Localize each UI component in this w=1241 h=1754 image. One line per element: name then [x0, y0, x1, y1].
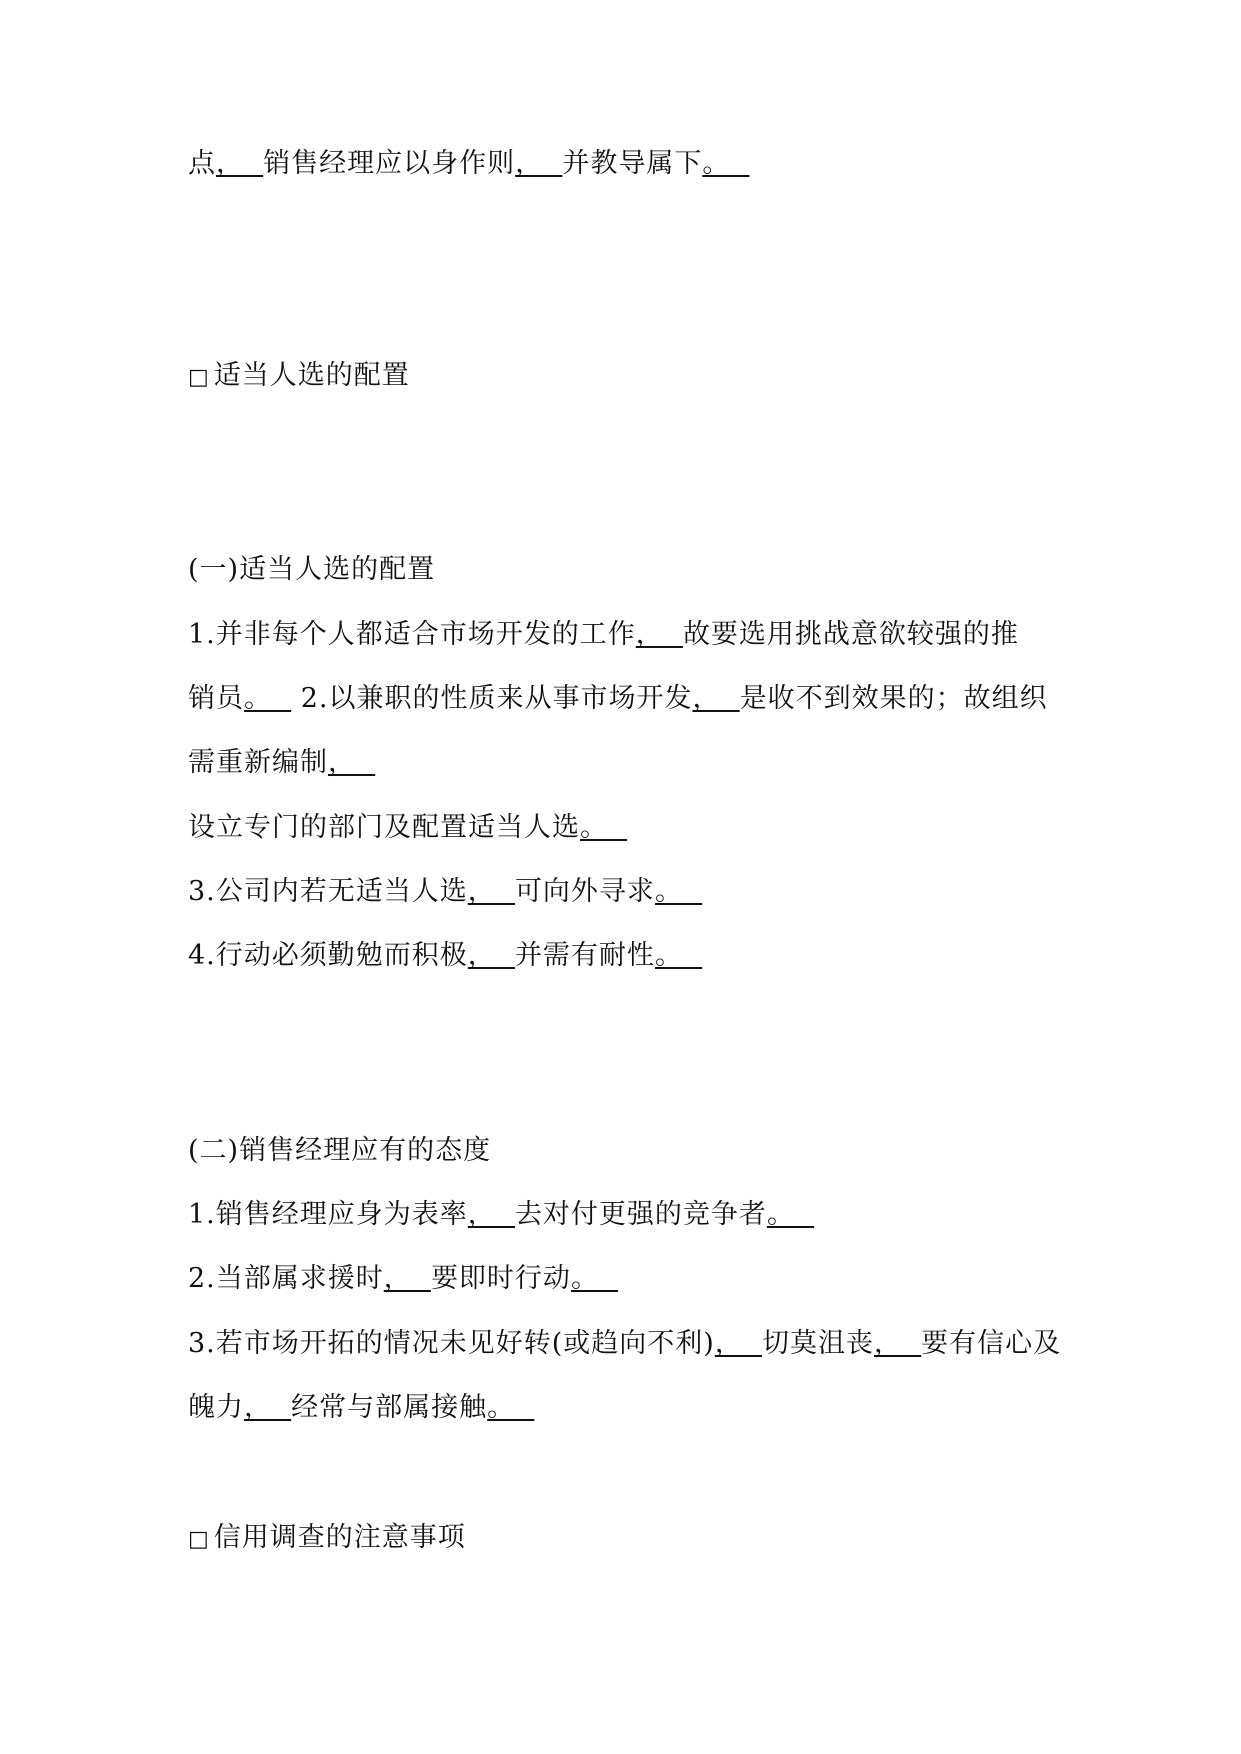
subsection-heading-1: (一)适当人选的配置	[188, 554, 436, 585]
sub1-line-6-text-2: 并需有耐性	[514, 940, 655, 971]
sub1-line-4-text-1: 设立专门的部门及配置适当人选	[188, 812, 580, 843]
checkbox-square-icon: □	[188, 365, 210, 390]
sub2-line-4-text-2: 经常与部属接触	[291, 1392, 488, 1423]
sub1-line-2-text-2: 2.以兼职的性质来从事市场开发	[291, 683, 693, 714]
sub1-line-1-text-1: 1.并非每个人都适合市场开发的工作	[188, 619, 636, 650]
sub1-line-2	[188, 681, 1048, 717]
sub2-line-3-text-1: 3.若市场开拓的情况未见好转(或趋向不利)	[188, 1328, 715, 1359]
section-heading-text: 适当人选的配置	[213, 360, 410, 391]
sub1-line-6	[188, 938, 702, 974]
sub2-line-4-text-1: 魄力	[188, 1392, 244, 1423]
sub2-line-4	[188, 1390, 534, 1426]
sub2-line-3-text-3: 要有信心及	[921, 1328, 1062, 1359]
sub2-line-2	[188, 1261, 618, 1297]
sub1-line-5-text-1: 3.公司内若无适当人选	[188, 876, 468, 907]
checkbox-square-icon: □	[188, 1527, 210, 1552]
sub1-line-6-punct-1: ，	[467, 940, 515, 971]
sub1-line-6-text-1: 4.行动必须勤勉而积极	[188, 940, 468, 971]
sub1-line-1-punct-1: ，	[635, 619, 683, 650]
sub1-line-4	[188, 810, 627, 846]
sub2-line-1-punct-1: ，	[467, 1199, 515, 1230]
sub2-line-4-punct-1: ，	[244, 1392, 292, 1423]
sub2-line-4-punct-2: 。	[487, 1392, 535, 1423]
sub2-line-2-punct-2: 。	[570, 1263, 619, 1294]
sub2-line-3-punct-1: ，	[714, 1328, 762, 1359]
intro-text-1: 点	[188, 148, 216, 179]
sub2-line-1-text-2: 去对付更强的竞争者	[514, 1199, 767, 1230]
sub1-line-2-punct-1: 。	[244, 683, 292, 714]
sub2-line-1	[188, 1197, 814, 1233]
sub2-line-2-punct-1: ，	[383, 1263, 431, 1294]
sub2-line-1-punct-2: 。	[766, 1199, 815, 1230]
sub1-line-4-punct-1: 。	[580, 812, 628, 843]
sub1-line-5-punct-1: ，	[467, 876, 515, 907]
sub2-line-3-punct-2: ，	[874, 1328, 922, 1359]
sub1-line-5-punct-2: 。	[654, 876, 703, 907]
sub1-line-1	[188, 617, 1019, 653]
section-heading-staffing	[188, 358, 410, 396]
intro-text-3: 并教导属下	[562, 148, 703, 179]
sub1-line-5-text-2: 可向外寻求	[514, 876, 655, 907]
sub1-line-3	[188, 745, 375, 781]
intro-punct-2: ，	[515, 148, 563, 179]
sub2-line-3-text-2: 切莫沮丧	[762, 1328, 874, 1359]
sub2-line-2-text-1: 2.当部属求援时	[188, 1263, 384, 1294]
sub1-line-5	[188, 874, 702, 910]
sub1-line-3-text-1: 需重新编制	[188, 747, 328, 778]
sub1-line-2-punct-2: ，	[692, 683, 740, 714]
intro-punct-3: 。	[702, 148, 750, 179]
sub2-line-1-text-1: 1.销售经理应身为表率	[188, 1199, 468, 1230]
sub1-line-2-text-3: 是收不到效果的；故组织	[739, 683, 1048, 714]
intro-paragraph	[188, 146, 750, 182]
sub1-line-6-punct-2: 。	[654, 940, 703, 971]
sub1-line-2-text-1: 销员	[188, 683, 244, 714]
sub2-line-3	[188, 1326, 1061, 1362]
intro-punct-1: ，	[216, 148, 264, 179]
sub2-line-2-text-2: 要即时行动	[430, 1263, 571, 1294]
section-heading-text: 信用调查的注意事项	[213, 1522, 466, 1553]
sub1-line-1-text-2: 故要选用挑战意欲较强的推	[682, 619, 1019, 650]
intro-text-2: 销售经理应以身作则	[263, 148, 516, 179]
sub1-line-3-punct-1: ，	[328, 747, 376, 778]
subsection-heading-2: (二)销售经理应有的态度	[188, 1135, 492, 1166]
section-heading-credit-check	[188, 1520, 466, 1558]
